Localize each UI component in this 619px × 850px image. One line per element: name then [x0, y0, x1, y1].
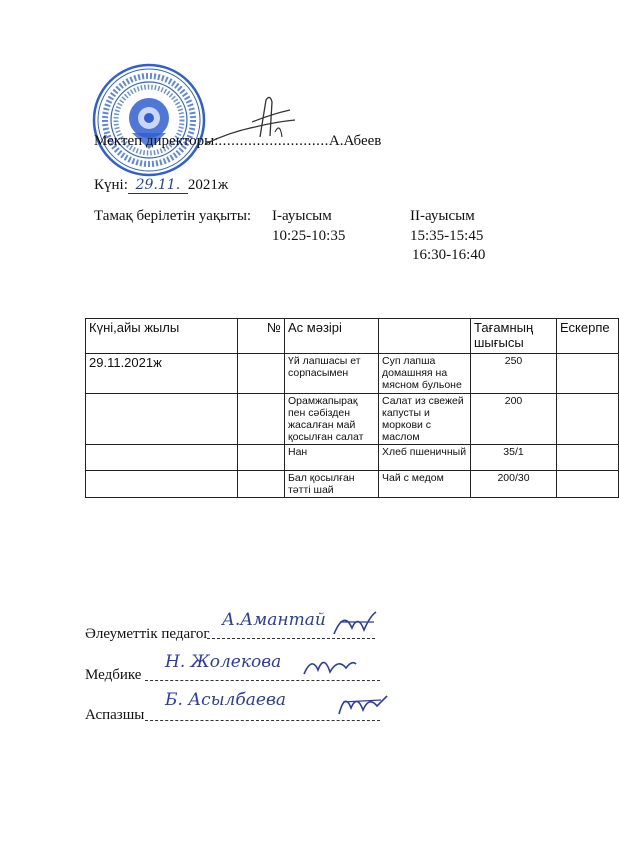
shift1-time: 10:25-10:35 — [272, 228, 346, 244]
cook-dashline — [145, 720, 380, 721]
row-note — [557, 394, 619, 445]
row-dish-kz: Бал қосылған тәтті шай — [285, 471, 379, 498]
table-row — [86, 354, 619, 394]
shift2-time1: 15:35-15:45 — [410, 228, 484, 244]
row-number — [238, 394, 285, 445]
menu-table — [85, 318, 619, 498]
nurse-label: Медбике — [85, 667, 142, 683]
table-row — [86, 394, 619, 445]
row-output: 250 — [471, 354, 557, 394]
header-output: Тағамның шығысы — [471, 319, 557, 354]
header-date: Күні,айы жылы — [86, 319, 238, 354]
row-date — [86, 445, 238, 471]
cook-signature — [335, 688, 390, 720]
shift2-title: II-ауысым — [410, 208, 475, 224]
date-line — [94, 177, 228, 194]
social-pedagogue-dashline — [207, 638, 375, 639]
shift2-time2: 16:30-16:40 — [412, 247, 486, 263]
cook-line — [85, 707, 144, 724]
row-dish-ru: Суп лапша домашняя на мясном бульоне — [379, 354, 471, 394]
row-number — [238, 471, 285, 498]
row-date — [86, 394, 238, 445]
table-row — [86, 445, 619, 471]
row-note — [557, 471, 619, 498]
cook-handwriting: Б. Асылбаева — [165, 690, 286, 710]
shift1-title: I-ауысым — [272, 208, 332, 224]
nurse-handwriting: Н. Жолекова — [165, 652, 282, 672]
director-dots: .......................... — [218, 133, 329, 149]
row-dish-kz: Орамжапырақ пен сәбізден жасалған май қосылған салат — [285, 394, 379, 445]
row-dish-ru: Салат из свежей капусты и моркови с маслом — [379, 394, 471, 445]
director-name: А.Абеев — [328, 133, 382, 149]
row-date — [86, 471, 238, 498]
nurse-signature — [300, 650, 360, 680]
social-pedagogue-line — [85, 626, 210, 643]
header-number: № — [238, 319, 285, 354]
row-note — [557, 445, 619, 471]
official-stamp — [92, 63, 206, 177]
social-pedagogue-label: Әлеуметтік педагог — [85, 626, 210, 642]
social-pedagogue-signature — [330, 606, 380, 640]
nurse-dashline — [145, 680, 380, 681]
table-row — [86, 471, 619, 498]
row-dish-kz: Нан — [285, 445, 379, 471]
row-note — [557, 354, 619, 394]
social-pedagogue-handwriting: А.Амантай — [222, 610, 326, 630]
row-dish-ru: Хлеб пшеничный — [379, 445, 471, 471]
row-number — [238, 445, 285, 471]
row-date: 29.11.2021ж — [86, 354, 238, 394]
cook-label: Аспазшы — [85, 707, 145, 723]
date-year: 2021ж — [187, 177, 229, 193]
row-dish-kz: Үй лапшасы ет сорпасымен — [285, 354, 379, 394]
date-handwritten: 29.11. — [128, 177, 188, 194]
nurse-line — [85, 667, 141, 684]
header-menu-ru — [379, 319, 471, 354]
header-note: Ескерпе — [557, 319, 619, 354]
row-output: 200 — [471, 394, 557, 445]
row-output: 200/30 — [471, 471, 557, 498]
schedule-label: Тамақ берілетін уақыты: — [94, 208, 252, 224]
row-number — [238, 354, 285, 394]
header-menu: Ас мәзірі — [285, 319, 379, 354]
table-header-row — [86, 319, 619, 354]
row-dish-ru: Чай с медом — [379, 471, 471, 498]
date-label: Күні: — [94, 177, 128, 193]
row-output: 35/1 — [471, 445, 557, 471]
director-label: Мектеп директоры: — [94, 133, 219, 149]
director-line — [94, 133, 381, 150]
